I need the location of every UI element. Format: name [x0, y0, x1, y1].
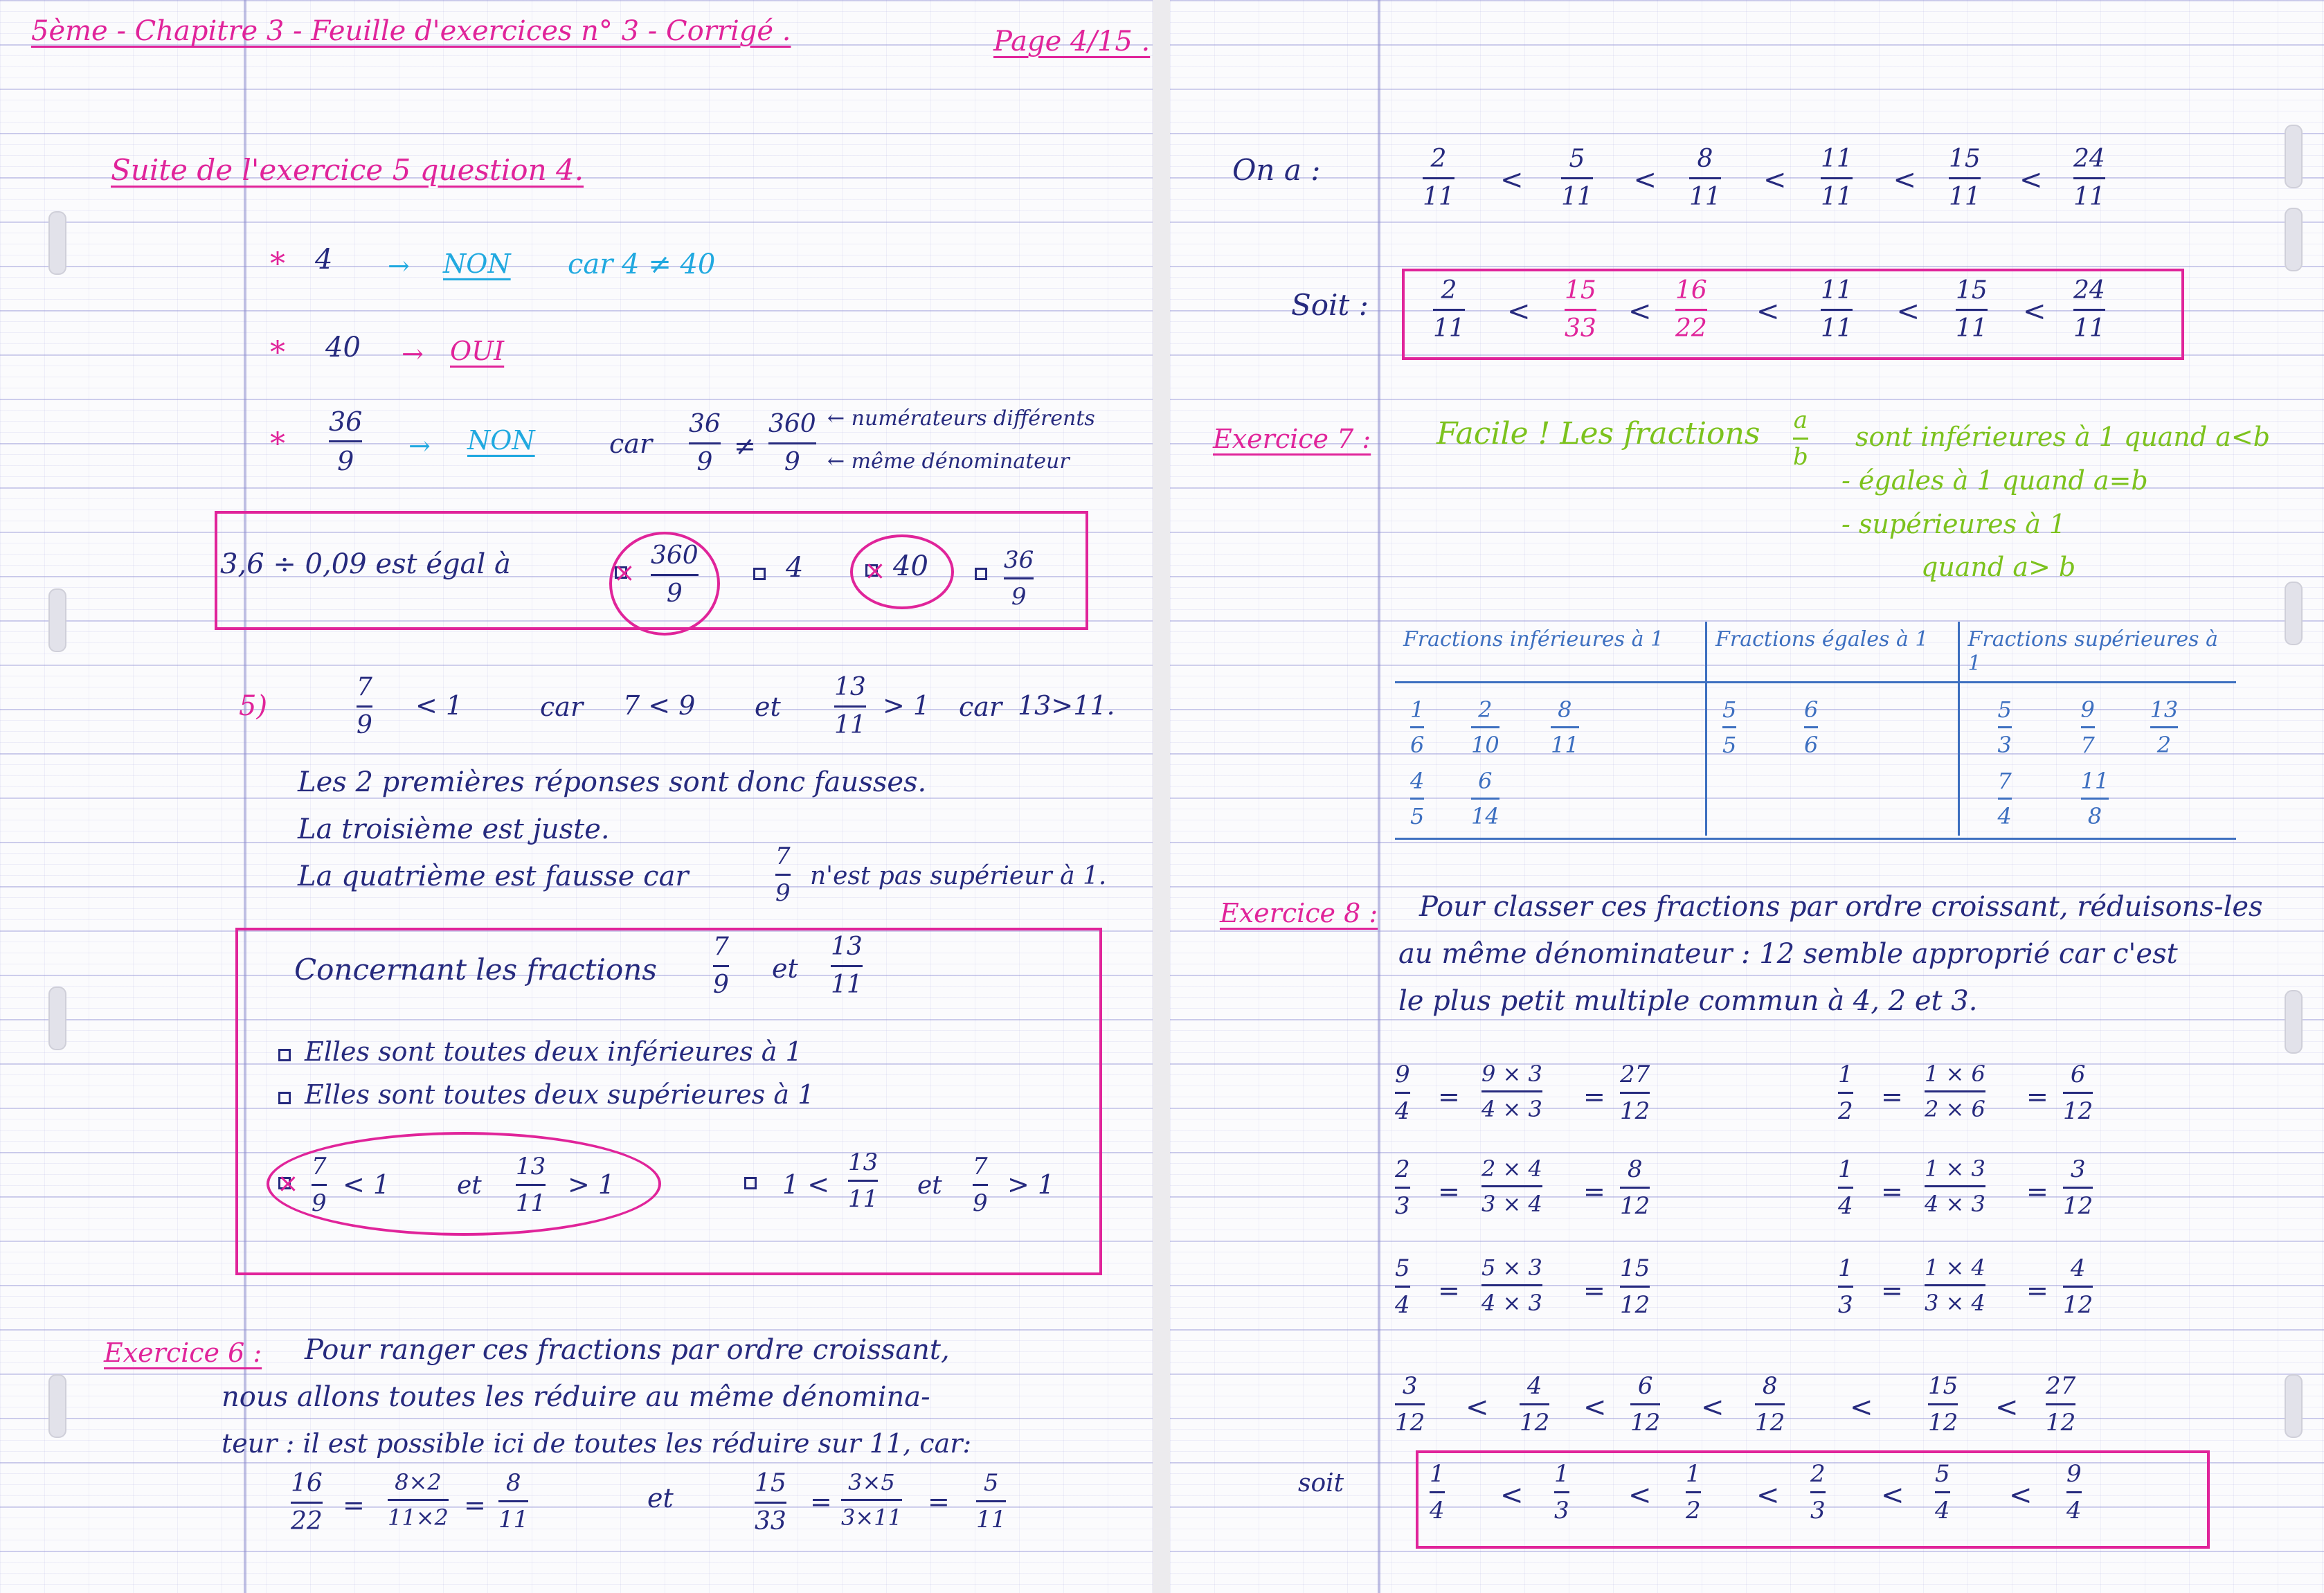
- checkbox-option-1[interactable]: [615, 566, 627, 579]
- fraction: 9 × 3 4 × 3: [1481, 1061, 1542, 1122]
- less-than-sign: <: [2019, 164, 2043, 196]
- option-2-text: Elles sont toutes deux supérieures à 1: [305, 1079, 815, 1110]
- car-word: car: [959, 692, 1002, 722]
- fraction: 8 12: [1620, 1155, 1650, 1220]
- fraction: 3 12: [2063, 1155, 2093, 1220]
- fraction: 11 11: [1821, 145, 1853, 211]
- exercise-8-line: au même dénominateur : 12 semble approprié car c'est: [1398, 938, 2178, 970]
- fraction: 6 12: [2063, 1061, 2093, 1125]
- exercise-6-line: teur : il est possible ici de toutes les réduire sur 11, car:: [222, 1428, 972, 1459]
- arrow: →: [388, 251, 410, 281]
- comparison: 1 <: [782, 1169, 830, 1200]
- mcq2-prompt: Concernant les fractions: [294, 953, 657, 987]
- fraction: 5 4: [1395, 1254, 1410, 1319]
- fraction: 7 9: [775, 843, 791, 907]
- table-header: Fractions égales à 1: [1706, 622, 1959, 683]
- et-word: et: [647, 1483, 674, 1513]
- fraction: 15 11: [1956, 276, 1988, 343]
- fraction: 8 11: [498, 1469, 529, 1533]
- fraction: 4 12: [2063, 1254, 2093, 1319]
- fraction: 5 11: [976, 1469, 1007, 1533]
- et-word: et: [772, 953, 798, 984]
- fraction: 36 9: [689, 410, 721, 476]
- note-denominator: ← même dénominateur: [827, 449, 1070, 474]
- bullet-value: 40: [325, 332, 361, 363]
- table-column-egales: [1706, 683, 1959, 836]
- punch-hole: [2285, 1374, 2303, 1438]
- exercise-6-line: nous allons toutes les réduire au même dénomina-: [222, 1381, 930, 1413]
- fraction: 3×5 3×11: [841, 1469, 902, 1531]
- page-header-title: 5ème - Chapitre 3 - Feuille d'exercices n° 3 - Corrigé .: [31, 15, 791, 47]
- sign: =: [1881, 1176, 1903, 1207]
- exercise-8-line: le plus petit multiple commun à 4, 2 et 3.: [1398, 985, 1978, 1017]
- fraction: 11 8: [2080, 768, 2109, 829]
- fraction: 15 33: [755, 1469, 786, 1536]
- exercise-7-line: - égales à 1 quand a=b: [1841, 465, 2148, 496]
- et-word: et: [457, 1171, 482, 1200]
- exercise-8-line: Pour classer ces fractions par ordre croissant, réduisons-les: [1419, 891, 2263, 923]
- less-than-sign: <: [1628, 296, 1652, 327]
- less-than-sign: <: [1633, 164, 1657, 196]
- section-title: Suite de l'exercice 5 question 4.: [111, 153, 584, 187]
- fraction: 6 14: [1471, 768, 1499, 829]
- fraction: 1 6: [1410, 696, 1425, 758]
- punch-hole: [48, 987, 66, 1050]
- table-header: Fractions inférieures à 1: [1395, 622, 1706, 683]
- checkbox-option-3[interactable]: [278, 1177, 291, 1189]
- fraction: 7 9: [312, 1153, 327, 1217]
- fraction: 7 4: [1997, 768, 2012, 829]
- exercise-6-label: Exercice 6 :: [104, 1338, 262, 1368]
- fraction: 3 12: [1395, 1372, 1425, 1437]
- less-than-sign: <: [2009, 1479, 2033, 1511]
- bullet-mark: *: [270, 335, 285, 370]
- fraction: 1 × 6 2 × 6: [1925, 1061, 1985, 1122]
- fraction: 1 4: [1838, 1155, 1853, 1220]
- fraction: 27 12: [2046, 1372, 2076, 1437]
- answer-non: NON: [443, 249, 511, 279]
- fraction-a-over-b: a b: [1793, 406, 1808, 471]
- fraction: 15 33: [1565, 276, 1596, 343]
- less-than-sign: <: [1628, 1479, 1652, 1511]
- punch-hole: [2285, 582, 2303, 645]
- fractions-table: [1395, 622, 2236, 836]
- soit-label-2: soit: [1298, 1469, 1344, 1497]
- less-than-sign: <: [1893, 164, 1917, 196]
- fraction: 7 9: [357, 673, 372, 739]
- punch-hole: [2285, 990, 2303, 1054]
- fraction: 9 7: [2080, 696, 2095, 758]
- table-column-superieures: [1958, 683, 2236, 836]
- fraction: 5 11: [1561, 145, 1593, 211]
- conclusion-line: Les 2 premières réponses sont donc fausses.: [298, 766, 927, 798]
- less-than-sign: <: [1507, 296, 1531, 327]
- inequality: 13>11.: [1018, 690, 1115, 721]
- exercise-7-line: sont inférieures à 1 quand a<b: [1855, 422, 2271, 452]
- equals: =: [810, 1486, 832, 1517]
- sign: =: [1438, 1275, 1460, 1306]
- et-word: et: [917, 1171, 942, 1200]
- fraction: 1 3: [1554, 1460, 1569, 1524]
- conclusion-line: La quatrième est fausse car: [298, 861, 689, 892]
- fraction: 9 4: [2066, 1460, 2082, 1524]
- fraction: 5 × 3 4 × 3: [1481, 1254, 1542, 1316]
- fraction: 5 5: [1722, 696, 1737, 758]
- sign: =: [1881, 1081, 1903, 1112]
- et-word: et: [755, 692, 781, 722]
- fraction: 4 5: [1410, 768, 1425, 829]
- comparison: < 1: [343, 1169, 390, 1200]
- comparison: > 1: [883, 690, 930, 721]
- fraction: 1 × 3 4 × 3: [1925, 1155, 1985, 1217]
- fraction: 13 11: [516, 1153, 546, 1217]
- checkbox-option-2[interactable]: [278, 1092, 291, 1104]
- less-than-sign: <: [1701, 1392, 1724, 1423]
- fraction: 1 3: [1838, 1254, 1853, 1319]
- punch-hole: [48, 588, 66, 652]
- equals: =: [464, 1490, 486, 1520]
- answer-non: NON: [467, 425, 535, 456]
- option-1-fraction: 360 9: [651, 541, 699, 608]
- fraction: 16 22: [1675, 276, 1707, 343]
- fraction: 13 11: [834, 673, 866, 739]
- fraction: 2 11: [1423, 145, 1454, 211]
- right-margin-line: [1378, 0, 1380, 1593]
- option-1-text: Elles sont toutes deux inférieures à 1: [305, 1036, 802, 1067]
- fraction: 1 4: [1430, 1460, 1445, 1524]
- note-numerators: ← numérateurs différents: [827, 406, 1095, 431]
- sign: =: [2026, 1275, 2048, 1306]
- option-4-fraction: 36 9: [1004, 546, 1034, 611]
- checkbox-option-4[interactable]: [744, 1177, 757, 1189]
- fraction: 2 × 4 3 × 4: [1481, 1155, 1542, 1217]
- checkbox-option-3[interactable]: [865, 564, 878, 577]
- option-3-value: 40: [893, 550, 928, 582]
- less-than-sign: <: [1756, 296, 1780, 327]
- bullet-mark: *: [270, 426, 285, 462]
- sign: =: [1438, 1176, 1460, 1207]
- comparison: < 1: [415, 690, 463, 721]
- sign: =: [1438, 1081, 1460, 1112]
- fraction: 2 3: [1395, 1155, 1410, 1220]
- sign: =: [1583, 1081, 1605, 1112]
- bullet-mark: *: [270, 246, 285, 282]
- equals: =: [928, 1486, 950, 1517]
- fraction: 15 12: [1620, 1254, 1650, 1319]
- less-than-sign: <: [1763, 164, 1787, 196]
- punch-hole: [48, 1374, 66, 1438]
- fraction: 7 9: [973, 1153, 988, 1217]
- fraction: 1 × 4 3 × 4: [1925, 1254, 1985, 1316]
- fraction: 8 11: [1551, 696, 1579, 758]
- punch-hole: [48, 211, 66, 275]
- fraction: 27 12: [1620, 1061, 1650, 1125]
- fraction: 13 2: [2150, 696, 2179, 758]
- fraction: 1 2: [1686, 1460, 1701, 1524]
- sign: =: [2026, 1176, 2048, 1207]
- fraction: 2 11: [1433, 276, 1465, 343]
- inequality: 7 < 9: [623, 690, 696, 721]
- table-header: Fractions supérieures à 1: [1958, 622, 2236, 683]
- conclusion-end: n'est pas supérieur à 1.: [810, 862, 1107, 890]
- comparison: > 1: [1007, 1169, 1055, 1200]
- fraction: 7 9: [713, 933, 729, 999]
- car-word: car: [609, 429, 653, 459]
- fraction: 24 11: [2073, 276, 2105, 343]
- fraction: 5 4: [1935, 1460, 1950, 1524]
- sign: =: [1583, 1176, 1605, 1207]
- exercise-7-label: Exercice 7 :: [1213, 424, 1371, 454]
- conclusion-line: La troisième est juste.: [298, 813, 610, 845]
- fraction: 8×2 11×2: [388, 1469, 449, 1531]
- option-2-value: 4: [786, 552, 804, 584]
- right-page: [1170, 0, 2324, 1593]
- fraction: 13 11: [848, 1149, 879, 1213]
- car-word: car: [540, 692, 584, 722]
- sign: =: [2026, 1081, 2048, 1112]
- fraction: 15 12: [1928, 1372, 1958, 1437]
- fraction: 5 3: [1997, 696, 2012, 758]
- soit-label: Soit :: [1291, 288, 1369, 322]
- less-than-sign: <: [1466, 1392, 1489, 1423]
- question-5-label: 5): [239, 690, 268, 722]
- exercise-7-line: quand a> b: [1921, 552, 2076, 582]
- mcq1-prompt: 3,6 ÷ 0,09 est égal à: [220, 548, 511, 580]
- left-page: [0, 0, 1153, 1593]
- checkbox-option-2[interactable]: [753, 568, 766, 580]
- exercise-7-line: - supérieures à 1: [1841, 509, 2066, 539]
- fraction: 2 10: [1471, 696, 1499, 758]
- checkbox-option-1[interactable]: [278, 1049, 291, 1061]
- sign: =: [1583, 1275, 1605, 1306]
- table-column-inferieures: [1395, 683, 1706, 836]
- less-than-sign: <: [1995, 1392, 2019, 1423]
- fraction: 36 9: [329, 406, 363, 476]
- fraction: 4 12: [1520, 1372, 1550, 1437]
- punch-hole: [2285, 208, 2303, 271]
- exercise-7-intro: Facile ! Les fractions: [1436, 416, 1760, 451]
- arrow: →: [408, 431, 431, 461]
- less-than-sign: <: [1881, 1479, 1904, 1511]
- fraction: 1 2: [1838, 1061, 1853, 1125]
- bullet-value: 4: [315, 244, 333, 276]
- on-a-label: On a :: [1232, 153, 1321, 187]
- less-than-sign: <: [1583, 1392, 1607, 1423]
- sign: =: [1881, 1275, 1903, 1306]
- comparison: > 1: [568, 1169, 615, 1200]
- table-bottom-rule: [1395, 838, 2236, 840]
- fraction: 16 22: [291, 1469, 323, 1536]
- exercise-8-label: Exercice 8 :: [1220, 898, 1378, 928]
- fraction: 8 12: [1755, 1372, 1785, 1437]
- less-than-sign: <: [1756, 1479, 1780, 1511]
- page-number: Page 4/15 .: [993, 26, 1151, 57]
- fraction: 9 4: [1395, 1061, 1410, 1125]
- answer-oui: OUI: [450, 336, 505, 366]
- fraction: 6 6: [1804, 696, 1819, 758]
- fraction: 13 11: [831, 933, 863, 999]
- checkbox-option-4[interactable]: [975, 568, 987, 580]
- fraction: 8 11: [1689, 145, 1721, 211]
- equals: =: [343, 1490, 365, 1520]
- neq-sign: ≠: [734, 431, 756, 461]
- fraction: 15 11: [1949, 145, 1981, 211]
- less-than-sign: <: [1850, 1392, 1873, 1423]
- less-than-sign: <: [2023, 296, 2046, 327]
- punch-hole: [2285, 125, 2303, 188]
- less-than-sign: <: [1500, 164, 1524, 196]
- fraction: 11 11: [1821, 276, 1853, 343]
- less-than-sign: <: [1500, 1479, 1524, 1511]
- exercise-6-line: Pour ranger ces fractions par ordre croissant,: [305, 1334, 950, 1366]
- fraction: 6 12: [1630, 1372, 1661, 1437]
- reason: car 4 ≠ 40: [568, 249, 716, 280]
- fraction: 360 9: [768, 410, 816, 476]
- fraction: 24 11: [2073, 145, 2105, 211]
- fraction: 2 3: [1810, 1460, 1826, 1524]
- arrow: →: [402, 339, 424, 369]
- less-than-sign: <: [1896, 296, 1920, 327]
